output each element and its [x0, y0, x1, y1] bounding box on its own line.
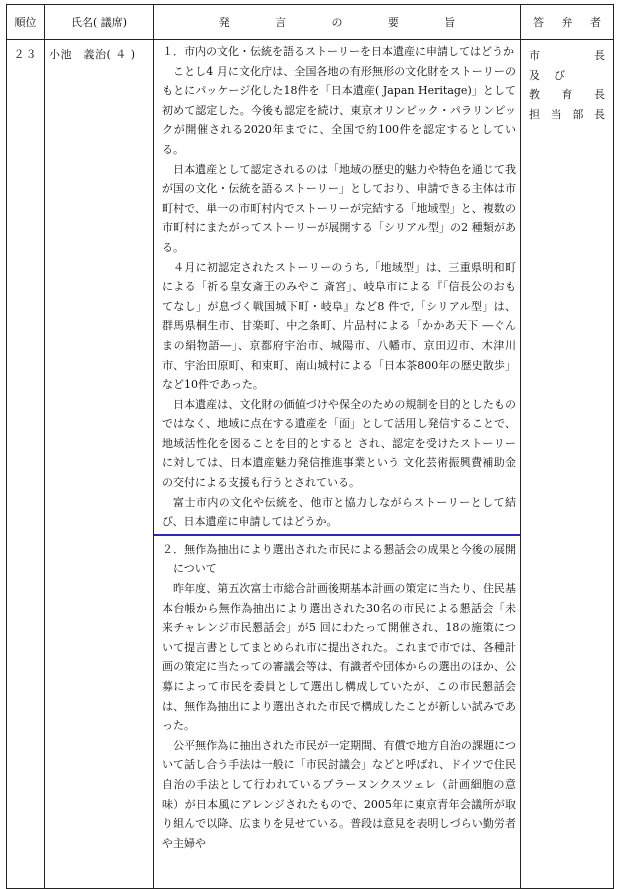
header-summary: 発 言 の 要 旨 [154, 5, 521, 40]
header-row [7, 5, 614, 40]
question-1-paragraph: ことし4 月に文化庁は、全国各地の有形無形の文化財をストーリーのもとにパッケージ化した18件を「日本遺産( Japan Heritage)」として初めて認定した。今後も認定を続け、東京オリンピック・パラリンピックが開催される2020年までに、全国で約100件を認定するとしている。 [162, 64, 516, 156]
question-2-title: ２．無作為抽出により選出された市民による懇話会の成果と今後の展開について [162, 542, 516, 576]
question-1-paragraph: 日本遺産として認定されるのは「地域の歴史的魅力や特色を通じて我が国の文化・伝統を語るストーリー」としており、申請できる主体は市町村で、単一の市町村内でストーリーが完結する「地域型」と、複数の市町村にまたがってストーリーが展開する「シリアル型」の2 種類がある。 [162, 162, 516, 254]
header-answerer: 答 弁 者 [521, 5, 614, 40]
answerer-mayor: 市 長 [529, 49, 605, 62]
question-1-paragraph: 日本遺産は、文化財の価値づけや保全のための規制を目的としたものではなく、地域に点在する遺産を「面」として活用し発信することで、地域活性化を図ることを目的とすると され、認定を受けたストーリーに対しては、日本遺産魅力発信推進事業という 文化芸術振興費補助金の交付による支援も行うとされている。 [162, 397, 516, 490]
question-2-paragraph: 昨年度、第五次富士市総合計画後期基本計画の策定に当たり、住民基本台帳から無作為抽出により選出された30名の市民による懇話会「未来チャレンジ市民懇話会」が5 回にわたって開催され、18の施策について提言書としてまとめられ市に提出された。これまで市では、各種計画の策定に当たっての審議会等は、有識者や団体からの選出のほか、公募によって市民を委員として選出し構成していたが、この市民懇話会は、無作為抽出により選出された市民で構成したことが新しい試みであった。 [162, 582, 516, 733]
member-name: 小池 義治( ４ ) [45, 40, 154, 889]
question-divider [154, 534, 520, 536]
question-1 [154, 40, 520, 532]
header-name: 氏名( 議席) [45, 5, 154, 40]
question-summary [154, 40, 521, 889]
answerer-superintendent: 教 育 長 [529, 88, 605, 102]
question-2-paragraph: 公平無作為に抽出された市民が一定期間、有償で地方自治の課題について話し合う手法は一般に「市民討議会」などと呼ばれ、ドイツで住民自治の手法として行われているプラーヌンクスツェレ（計画細胞の意味）が日本風にアレンジされたもので、2005年に東京青年会議所が取り組んで以降、広まりを見せている。普段は意見を表明しづらい勤労者や主婦や [162, 738, 516, 850]
question-table [6, 4, 614, 889]
answerer-director: 担 当 部 長 [529, 107, 605, 121]
question-1-paragraph: 富士市内の文化や伝統を、他市と協力しながらストーリーとして結び、日本遺産に申請してはどうか。 [162, 495, 516, 529]
order-number: ２３ [7, 40, 45, 889]
header-order: 順位 [7, 5, 45, 40]
question-row [7, 40, 614, 889]
question-1-title: １．市内の文化・伝統を語るストーリーを日本遺産に申請してはどうか [162, 45, 514, 58]
question-1-paragraph: ４月に初認定されたストーリーのうち,「地域型」は、三重県明和町による「祈る皇女斎王のみやこ 斎宮」、岐阜市による『「信長公のおもてなし」が息づく戦国城下町・岐阜』など8 件で,「シリアル型」は、群馬県桐生市、甘楽町、中之条町、片品村による「かかあ天下 ―ぐんまの絹物語―」、京都府宇治市、城陽市、八幡市、京田辺市、木津川市、宇治田原町、和束町、南山城村による「日本茶800年の歴史散歩」など10件であった。 [162, 260, 516, 392]
question-2 [154, 538, 520, 854]
answerer-list [521, 40, 614, 889]
answerer-and: 及 び [529, 68, 565, 82]
